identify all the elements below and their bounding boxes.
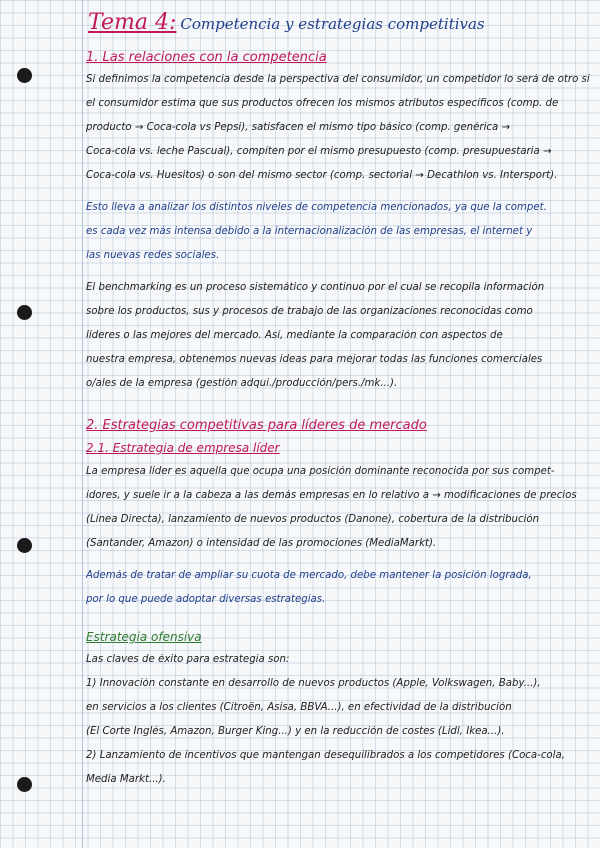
- title-number: Tema 4:: [88, 10, 177, 35]
- text-line: (Santander, Amazon) o intensidad de las promociones (MediaMarkt).: [86, 538, 437, 549]
- text-line: o/ales de la empresa (gestión adqui./producción/pers./mk...).: [86, 378, 398, 389]
- text-line: en servicios a los clientes (Citroën, Asisa, BBVA...), en efectividad de la distribución: [86, 702, 512, 713]
- section-heading: 2. Estrategias competitivas para líderes de mercado: [86, 418, 427, 433]
- page-title: [88, 10, 596, 35]
- subsection-heading: Estrategia ofensiva: [86, 630, 202, 644]
- text-line: Si definimos la competencia desde la perspectiva del consumidor, un competidor lo será de otro si: [86, 74, 590, 85]
- text-line: Coca-cola vs. Huesitos) o son del mismo sector (comp. sectorial → Decathlon vs. Intersport).: [86, 170, 558, 181]
- text-line: el consumidor estima que sus productos ofrecen los mismos atributos específicos (comp. de: [86, 98, 559, 109]
- text-line: las nuevas redes sociales.: [86, 250, 220, 261]
- subsection-heading: 2.1. Estrategia de empresa líder: [86, 441, 280, 455]
- text-line: Coca-cola vs. leche Pascual), compiten por el mismo presupuesto (comp. presupuestaria →: [86, 146, 552, 157]
- text-line: por lo que puede adoptar diversas estrategias.: [86, 594, 326, 605]
- text-line: (Línea Directa), lanzamiento de nuevos productos (Danone), cobertura de la distribución: [86, 514, 540, 525]
- text-line: producto → Coca-cola vs Pepsi), satisfacen el mismo tipo básico (comp. genérica →: [86, 122, 511, 133]
- section-heading: 1. Las relaciones con la competencia: [86, 50, 327, 65]
- punch-hole: [17, 777, 32, 792]
- text-line: La empresa líder es aquella que ocupa una posición dominante reconocida por sus compet-: [86, 466, 555, 477]
- text-line: es cada vez más intensa debido a la internacionalización de las empresas, el internet y: [86, 226, 533, 237]
- title-text: Competencia y estrategias competitivas: [180, 15, 485, 33]
- text-line: líderes o las mejores del mercado. Así, mediante la comparación con aspectos de: [86, 330, 503, 341]
- punch-hole: [17, 68, 32, 83]
- text-line: Esto lleva a analizar los distintos niveles de competencia mencionados, ya que la compet.: [86, 202, 547, 213]
- punch-hole: [17, 305, 32, 320]
- text-line: 2) Lanzamiento de incentivos que mantengan desequilibrados a los competidores (Coca-cola,: [86, 750, 565, 761]
- text-line: Las claves de éxito para estrategia son:: [86, 654, 290, 665]
- text-line: Media Markt...).: [86, 774, 166, 785]
- text-line: El benchmarking es un proceso sistemático y continuo por el cual se recopila información: [86, 282, 545, 293]
- punch-hole: [17, 538, 32, 553]
- text-line: 1) Innovación constante en desarrollo de nuevos productos (Apple, Volkswagen, Baby...),: [86, 678, 541, 689]
- text-line: nuestra empresa, obtenemos nuevas ideas para mejorar todas las funciones comerciales: [86, 354, 543, 365]
- margin-line: [82, 0, 83, 848]
- text-line: (El Corte Inglés, Amazon, Burger King...) y en la reducción de costes (Lidl, Ikea...).: [86, 726, 505, 737]
- text-line: idores, y suele ir a la cabeza a las demás empresas en lo relativo a → modificaciones de precios: [86, 490, 577, 501]
- text-line: sobre los productos, sus y procesos de trabajo de las organizaciones reconocidas como: [86, 306, 533, 317]
- text-line: Además de tratar de ampliar su cuota de mercado, debe mantener la posición lograda,: [86, 570, 532, 581]
